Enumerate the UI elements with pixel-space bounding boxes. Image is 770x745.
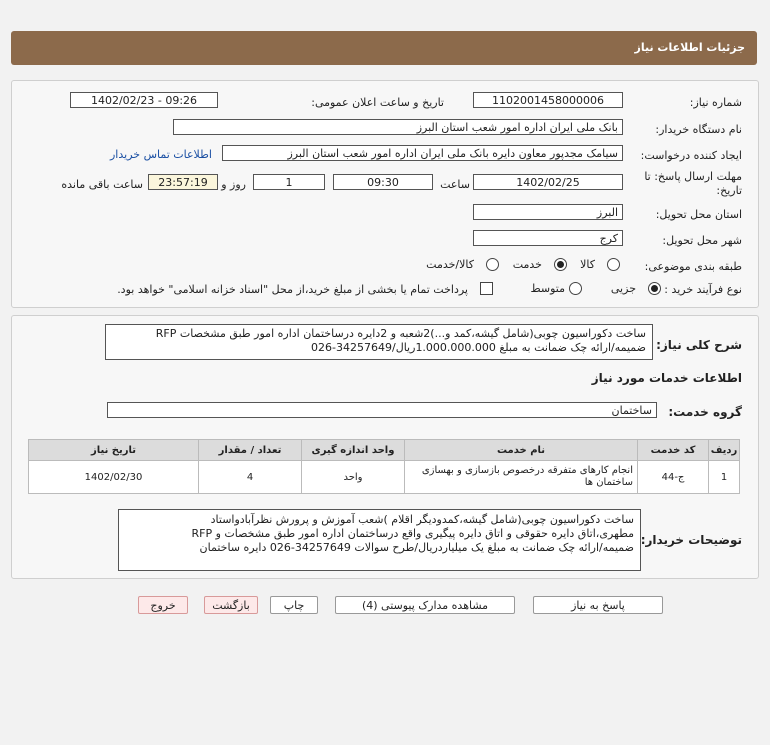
category-radio-goods[interactable]	[607, 258, 620, 271]
process-label: نوع فرآیند خرید :	[664, 283, 742, 296]
process-option-minor: جزیی	[610, 282, 636, 295]
summary-line-1: ساخت دکوراسیون چوبی(شامل گیشه،کمد و...)2شعبه و 2دایره درساختمان اداره امور طبق مشخصات RFP	[155, 327, 646, 340]
exit-button[interactable]: خروج	[138, 596, 188, 614]
col-row-number: ردیف	[709, 440, 740, 461]
print-button[interactable]: چاپ	[270, 596, 318, 614]
category-radio-goods-service[interactable]	[486, 258, 499, 271]
reply-button[interactable]: پاسخ به نیاز	[533, 596, 663, 614]
buyer-org-label: نام دستگاه خریدار:	[655, 123, 742, 136]
city-label: شهر محل تحویل:	[662, 234, 742, 247]
buyer-desc-line-2: مطهری،اتاق دایره حقوقی و اتاق دایره پیگیری واقع درساختمان اداره امور طبق مشخصات و RFP	[191, 527, 634, 540]
cell-row-number: 1	[709, 461, 740, 494]
days-field: 1	[253, 174, 325, 190]
cell-need-date: 1402/02/30	[29, 461, 199, 494]
services-heading: اطلاعات خدمات مورد نیاز	[591, 371, 742, 385]
cell-quantity: 4	[199, 461, 302, 494]
view-attachments-button[interactable]: مشاهده مدارک پیوستی (4)	[335, 596, 515, 614]
province-field: البرز	[473, 204, 623, 220]
deadline-label-date: تاریخ:	[716, 184, 742, 197]
announce-label: تاریخ و ساعت اعلان عمومی:	[311, 96, 444, 109]
deadline-time-field: 09:30	[333, 174, 433, 190]
province-label: استان محل تحویل:	[655, 208, 742, 221]
category-label: طبقه بندی موضوعی:	[644, 260, 742, 273]
deadline-label: مهلت ارسال پاسخ: تا	[644, 170, 742, 183]
col-unit: واحد اندازه گیری	[302, 440, 405, 461]
back-button[interactable]: بازگشت	[204, 596, 258, 614]
services-table	[28, 439, 740, 494]
contact-buyer-link[interactable]: اطلاعات تماس خریدار	[110, 148, 212, 161]
col-quantity: تعداد / مقدار	[199, 440, 302, 461]
treasury-payment-note: پرداخت تمام یا بخشی از مبلغ خرید،از محل "اسناد خزانه اسلامی" خواهد بود.	[117, 283, 468, 296]
table-row	[29, 461, 740, 494]
need-number-label: شماره نیاز:	[689, 96, 742, 109]
buyer-desc-label: توضیحات خریدار:	[640, 533, 742, 547]
col-service-code: کد خدمت	[638, 440, 709, 461]
page-header	[11, 31, 757, 65]
service-group-field: ساختمان	[107, 402, 657, 418]
summary-line-2: ضمیمه/ارائه چک ضمانت به مبلغ 1.000.000.000ریال/34257649-026	[311, 341, 646, 354]
cell-service-name: انجام کارهای متفرقه درخصوص بازسازی و بهسازی ساختمان ها	[405, 461, 638, 494]
summary-text	[105, 324, 653, 360]
deadline-time-label: ساعت	[440, 178, 470, 191]
deadline-date-field: 1402/02/25	[473, 174, 623, 190]
process-radio-medium[interactable]	[569, 282, 582, 295]
col-need-date: تاریخ نیاز	[29, 440, 199, 461]
page-title: جزئیات اطلاعات نیاز	[634, 41, 745, 54]
need-info-panel	[11, 80, 759, 308]
category-option-service: خدمت	[512, 258, 542, 271]
announce-field: 1402/02/23 - 09:26	[70, 92, 218, 108]
city-field: کرج	[473, 230, 623, 246]
buyer-desc-line-1: ساخت دکوراسیون چوبی(شامل گیشه،کمدودیگر اقلام )شعب آموزش و پرورش نظرآبادواستاد	[210, 513, 634, 526]
need-number-field: 1102001458000006	[473, 92, 623, 108]
treasury-payment-checkbox[interactable]	[480, 282, 493, 295]
creator-field: سیامک مجدپور معاون دایره بانک ملی ایران اداره امور شعب استان البرز	[222, 145, 623, 161]
process-radio-minor[interactable]	[648, 282, 661, 295]
buyer-desc-line-3: ضمیمه/ارائه چک ضمانت به مبلغ یک میلیاردریال/طرح سوالات 34257649-026 دایره ساختمان	[199, 541, 634, 554]
category-option-goods: کالا	[580, 258, 595, 271]
process-option-medium: متوسط	[530, 282, 565, 295]
buyer-org-field: بانک ملی ایران اداره امور شعب استان البرز	[173, 119, 623, 135]
category-option-goods-service: کالا/خدمت	[426, 258, 474, 271]
table-header-row	[29, 440, 740, 461]
remaining-label: ساعت باقی مانده	[61, 178, 143, 191]
days-label: روز و	[221, 178, 246, 191]
col-service-name: نام خدمت	[405, 440, 638, 461]
category-radio-service[interactable]	[554, 258, 567, 271]
remaining-time-field: 23:57:19	[148, 174, 218, 190]
cell-service-code: ج-44	[638, 461, 709, 494]
buyer-desc-text	[118, 509, 641, 571]
creator-label: ایجاد کننده درخواست:	[640, 149, 742, 162]
service-group-label: گروه خدمت:	[668, 405, 742, 419]
summary-label: شرح کلی نیاز:	[656, 338, 742, 352]
cell-unit: واحد	[302, 461, 405, 494]
